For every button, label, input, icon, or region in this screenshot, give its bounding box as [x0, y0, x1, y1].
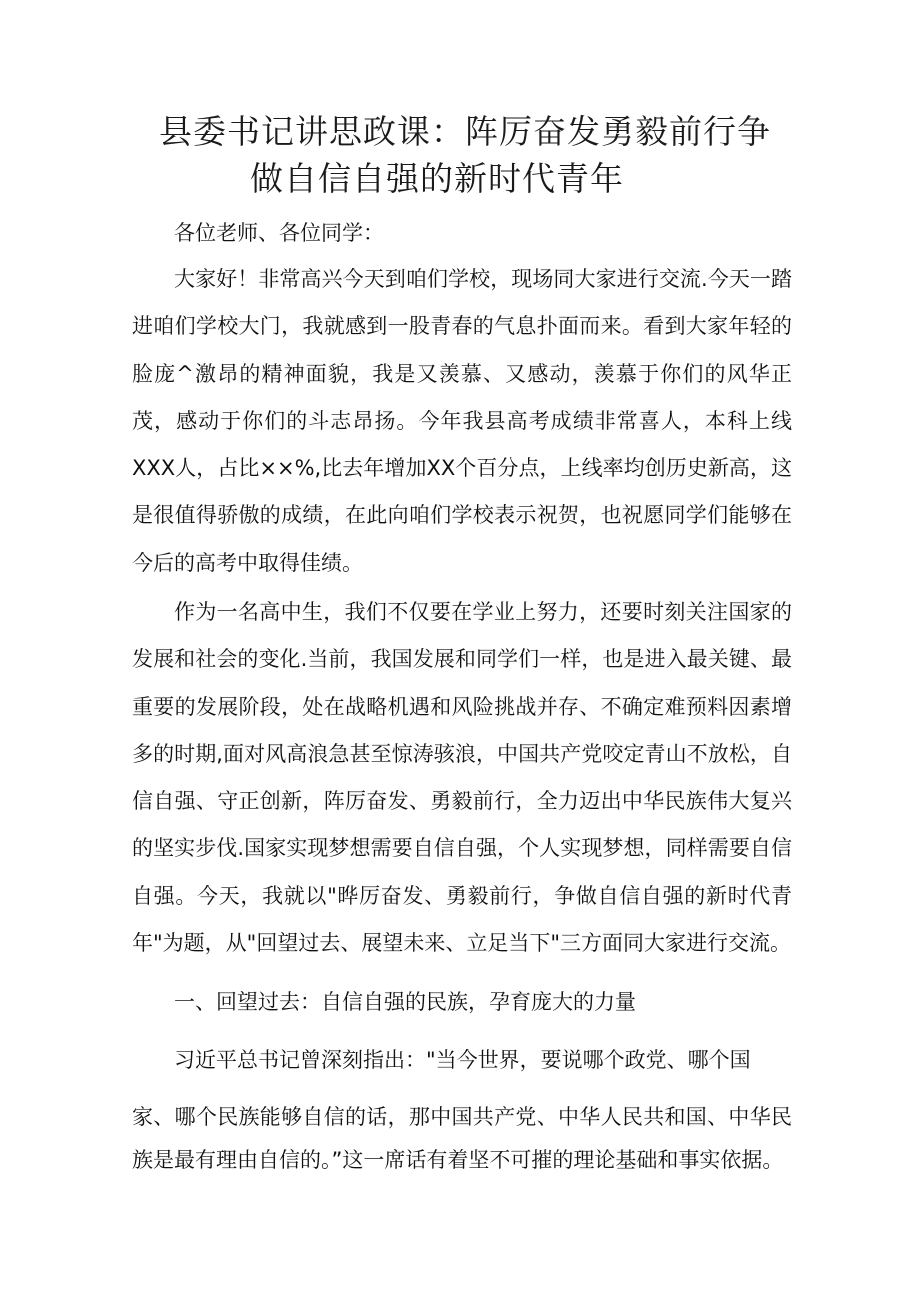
- paragraph-block-1: [132, 256, 792, 587]
- section-heading-1: 一、回望过去：自信自强的民族，孕育庞大的力量: [174, 990, 636, 1014]
- title-line-2: 做自信自强的新时代青年: [250, 159, 624, 198]
- salutation-block: [132, 210, 792, 257]
- paragraph-block-3-cont: [132, 1096, 792, 1182]
- document-title: [130, 108, 800, 202]
- salutation: 各位老师、各位同学：: [174, 221, 384, 245]
- title-line-1: 县委书记讲思政课：阵厉奋发勇毅前行争: [159, 112, 771, 151]
- paragraph-3-continuation: 家、哪个民族能够自信的话，那中国共产党、中华人民共和国、中华民族是最有理由自信的。”这一席话有着坚不可摧的理论基础和事实依据。: [132, 1105, 792, 1172]
- paragraph-block-3-start: [132, 1037, 792, 1084]
- paragraph-2: 作为一名高中生，我们不仅要在学业上努力，还要时刻关注国家的发展和社会的变化.当前，我国发展和同学们一样，也是进入最关键、最重要的发展阶段，处在战略机遇和风险挑战并存、不确定难预料因素增多的时期,面对风高浪急甚至惊涛骇浪，中国共产党咬定青山不放松，自信自强、守正创新，阵厉奋发、勇毅前行，全力迈出中华民族伟大复兴的坚实步伐.国家实现梦想需要自信自强，个人实现梦想，同样需要自信自强。今天，我就以"晔厉奋发、勇毅前行，争做自信自强的新时代青年"为题，从"回望过去、展望未来、立足当下"三方面同大家进行交流。: [132, 600, 792, 956]
- paragraph-1: 大家好！非常高兴今天到咱们学校，现场同大家进行交流.今天一踏进咱们学校大门，我就感到一股青春的气息扑面而来。看到大家年轻的脸庞^激昂的精神面貌，我是又羡慕、又感动，羡慕于你们的风华正茂，感动于你们的斗志昂扬。今年我县高考成绩非常喜人，本科上线XXX人，占比××%,比去年增加XX个百分点，上线率均创历史新高，这是很值得骄傲的成绩，在此向咱们学校表示祝贺，也祝愿同学们能够在今后的高考中取得佳绩。: [132, 267, 792, 575]
- paragraph-3-start: 习近平总书记曾深刻指出："当今世界，要说哪个政党、哪个国: [174, 1048, 751, 1072]
- paragraph-block-2: [132, 589, 792, 967]
- section-heading-block: [132, 979, 792, 1026]
